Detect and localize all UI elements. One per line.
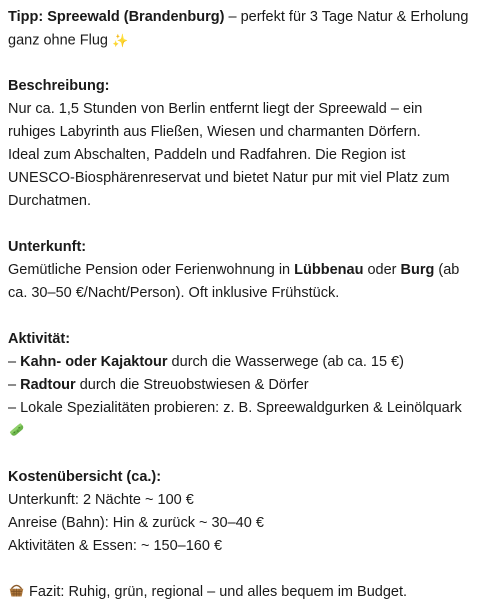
accommodation-text: oder (363, 262, 401, 279)
activity-item-icon-line (8, 420, 472, 443)
activity-dash: – (8, 354, 21, 371)
tip-line-2 (8, 29, 472, 52)
activity-item (8, 351, 472, 374)
spacer (8, 305, 472, 328)
conclusion (8, 581, 472, 604)
activity-detail: durch die Streuobstwiesen & Dörfer (75, 377, 309, 394)
cost-item: Aktivitäten & Essen: ~ 150–160 € (8, 538, 223, 555)
conclusion-text: Fazit: Ruhig, grün, regional – und alles bequem im Budget. (29, 584, 408, 601)
costs-heading (8, 466, 472, 489)
cucumber-icon (8, 421, 26, 439)
basket-icon (8, 582, 25, 599)
activity-item: – Lokale Spezialitäten probieren: z. B. Spreewaldgurken & Leinölquark (8, 400, 462, 417)
spacer (8, 52, 472, 75)
tip-subtitle: – perfekt für 3 Tage Natur & Erholung (224, 9, 469, 25)
accommodation-line-1 (8, 259, 472, 282)
description-line: Ideal zum Abschalten, Paddeln und Radfahren. Die Region ist (8, 147, 406, 164)
activity-detail: durch die Wasserwege (ab ca. 15 €) (167, 354, 404, 371)
tip-title: Tipp: Spreewald (Brandenburg) (8, 9, 225, 25)
tip-subtitle-end: ganz ohne Flug (8, 32, 108, 49)
activity-dash: – (8, 377, 21, 394)
accommodation-text: Gemütliche Pension oder Ferienwohnung in (8, 262, 295, 279)
activity-title: Kahn- oder Kajaktour (20, 354, 168, 371)
place-luebbenau: Lübbenau (294, 262, 364, 279)
sparkles-icon: ✨ (112, 33, 129, 48)
description-line: UNESCO-Biosphärenreservat und bietet Natur pur mit viel Platz zum (8, 170, 450, 187)
spacer (8, 443, 472, 466)
accommodation-text: (ab (434, 262, 460, 279)
activities-heading (8, 328, 472, 351)
cost-item: Unterkunft: 2 Nächte ~ 100 € (8, 492, 194, 509)
description-line: Nur ca. 1,5 Stunden von Berlin entfernt liegt der Spreewald – ein (8, 101, 423, 118)
costs-heading-text: Kostenübersicht (ca.): (8, 469, 162, 486)
place-burg: Burg (400, 262, 435, 279)
description-heading (8, 75, 472, 98)
description-line: Durchatmen. (8, 193, 92, 210)
activities-heading-text: Aktivität: (8, 331, 71, 348)
activity-item (8, 374, 472, 397)
cost-item: Anreise (Bahn): Hin & zurück ~ 30–40 € (8, 515, 264, 532)
accommodation-heading (8, 236, 472, 259)
spacer (8, 558, 472, 581)
description-line: ruhiges Labyrinth aus Fließen, Wiesen und charmanten Dörfern. (8, 124, 421, 141)
description-heading-text: Beschreibung: (8, 78, 110, 95)
tip-line-1 (8, 6, 472, 29)
accommodation-line-2: ca. 30–50 €/Nacht/Person). Oft inklusive Frühstück. (8, 285, 340, 302)
activity-title: Radtour (20, 377, 76, 394)
accommodation-heading-text: Unterkunft: (8, 239, 87, 256)
spacer (8, 213, 472, 236)
